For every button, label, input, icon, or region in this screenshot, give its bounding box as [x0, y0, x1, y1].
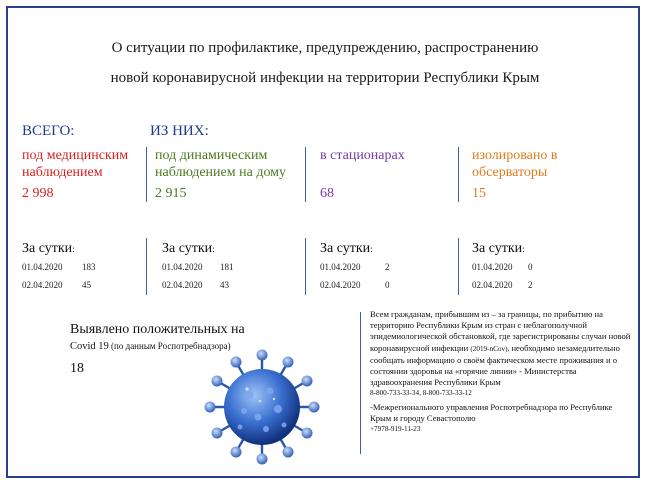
- daily-title: За сутки:: [320, 241, 373, 256]
- column-divider: [146, 238, 147, 295]
- daily-value: 0: [528, 262, 533, 272]
- value-home-observation: 2 915: [155, 186, 187, 201]
- positive-subtitle: Covid 19 (по данным Роспотребнадзора): [70, 341, 231, 352]
- daily-date: 01.04.2020: [472, 262, 513, 272]
- value-hospitals: 68: [320, 186, 334, 201]
- of-them-header: ИЗ НИХ:: [150, 123, 209, 139]
- daily-value: 45: [82, 280, 91, 290]
- daily-title: За сутки:: [472, 241, 525, 256]
- positive-value: 18: [70, 361, 84, 376]
- daily-value: 2: [528, 280, 533, 290]
- column-divider: [146, 147, 147, 202]
- positive-title: Выявлено положительных на: [70, 322, 245, 337]
- daily-date: 02.04.2020: [22, 280, 63, 290]
- column-divider: [305, 238, 306, 295]
- daily-date: 02.04.2020: [162, 280, 203, 290]
- daily-date: 01.04.2020: [162, 262, 203, 272]
- notice-divider: [360, 312, 361, 454]
- daily-value: 183: [82, 262, 96, 272]
- daily-title: За сутки:: [22, 241, 75, 256]
- page-title-line1: О ситуации по профилактике, предупреждению, распространению: [111, 40, 539, 56]
- column-divider: [305, 147, 306, 202]
- category-medical-observation: под медицинским наблюдением: [22, 148, 129, 180]
- page-title-line2: новой коронавирусной инфекции на территории Республики Крым: [110, 70, 540, 86]
- daily-value: 0: [385, 280, 390, 290]
- total-header: ВСЕГО:: [22, 123, 75, 139]
- daily-date: 01.04.2020: [320, 262, 361, 272]
- column-divider: [458, 238, 459, 295]
- daily-date: 02.04.2020: [320, 280, 361, 290]
- daily-value: 43: [220, 280, 229, 290]
- coronavirus-illustration-icon: [200, 345, 325, 470]
- category-hospitals: в стационарах: [320, 148, 405, 163]
- value-medical-observation: 2 998: [22, 186, 54, 201]
- column-divider: [458, 147, 459, 202]
- daily-title: За сутки:: [162, 241, 215, 256]
- category-observators: изолировано в обсерваторы: [472, 148, 558, 180]
- daily-date: 02.04.2020: [472, 280, 513, 290]
- value-observators: 15: [472, 186, 486, 201]
- daily-value: 2: [385, 262, 390, 272]
- daily-value: 181: [220, 262, 234, 272]
- hotline-notice: Всем гражданам, прибывшим из – за границы, по прибытию на территорию Республики Крым из стран с неблагополучной эпидемиологической обстановкой, где зарегистрированы случаи новой коронавирусной инфекции (2019-nCov), необходимо незамедлительно сообщать информацию о своём фактическом месте проживания и о состоянии здоровья на «горячие линии» - Министерства здравоохранения Республики Крым 8-800-733-33-34, 8-800-733-33-12 -Межрегионального управления Роспотребнадзора по Республике Крым и городу Севастополю +7978-919-11-23: [370, 309, 631, 434]
- daily-date: 01.04.2020: [22, 262, 63, 272]
- category-home-observation: под динамическим наблюдением на дому: [155, 148, 287, 180]
